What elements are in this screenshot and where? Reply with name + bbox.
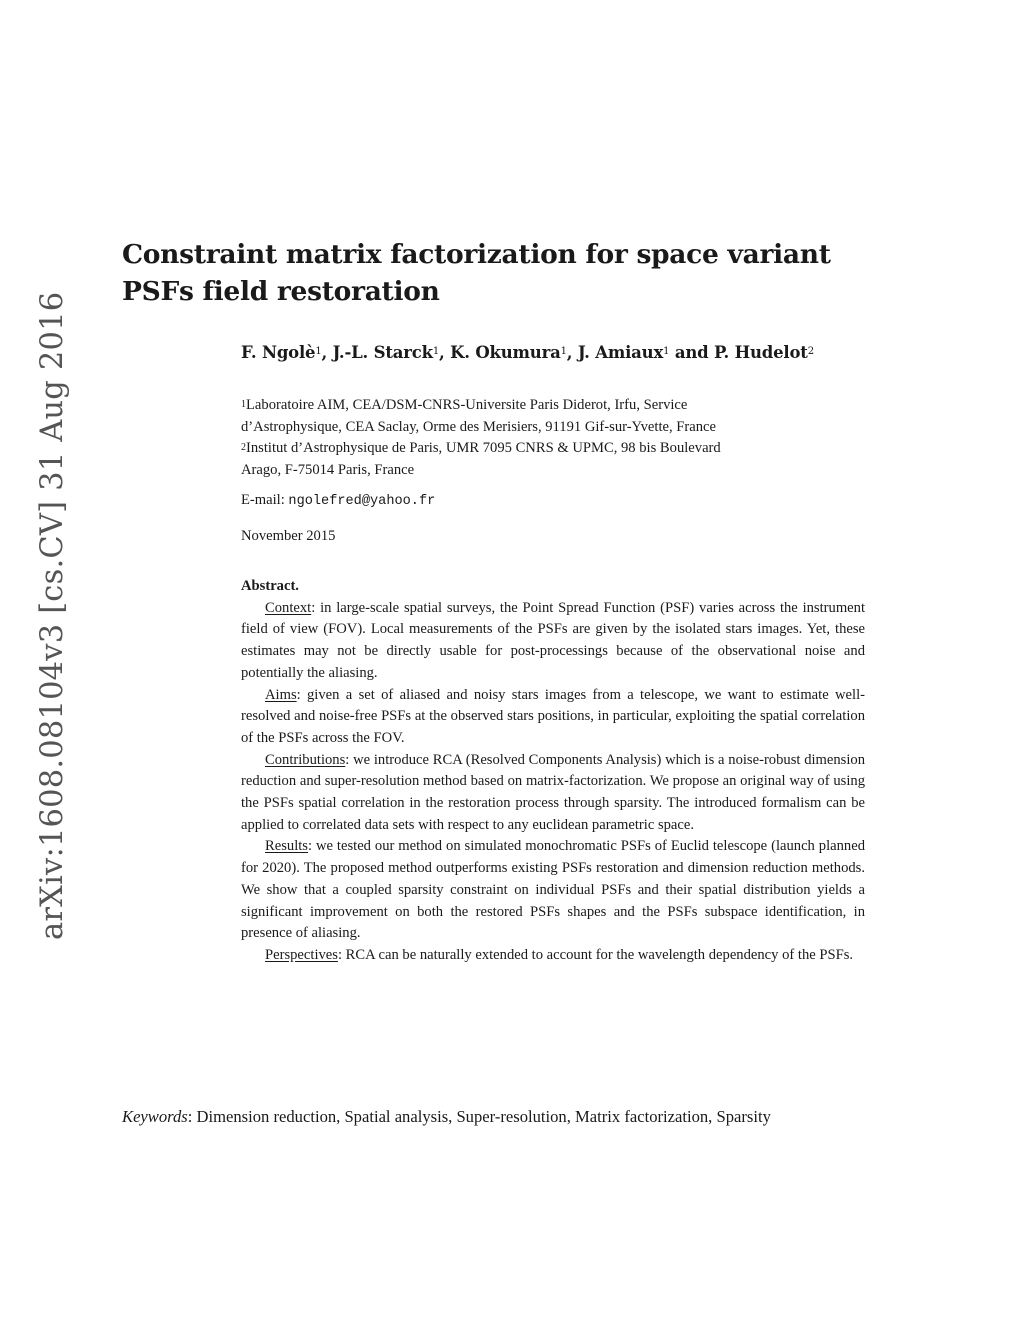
author-separator: , bbox=[321, 343, 333, 362]
affiliation-mark: 1 bbox=[663, 346, 670, 357]
author-separator: , bbox=[439, 343, 451, 362]
affiliation-mark: 1 bbox=[432, 346, 439, 357]
abstract-paragraph-perspectives bbox=[241, 945, 865, 967]
abstract-section bbox=[241, 576, 865, 967]
author-name: F. Ngolè bbox=[241, 343, 316, 362]
author-name: J. Amiaux bbox=[577, 343, 664, 362]
affiliation-mark: 1 bbox=[315, 346, 322, 357]
section-label: Contributions bbox=[265, 751, 346, 768]
affiliation-text: Institut d’Astrophysique de Paris, UMR 7095 CNRS & UPMC, 98 bis Boulevard bbox=[246, 440, 721, 456]
affiliation-mark: 2 bbox=[241, 442, 246, 453]
author-name: K. Okumura bbox=[450, 343, 561, 362]
email-label: E-mail: bbox=[241, 492, 289, 508]
author-separator: , bbox=[566, 343, 578, 362]
affiliation-line: Arago, F-75014 Paris, France bbox=[241, 461, 415, 478]
abstract-paragraph-contributions bbox=[241, 750, 865, 837]
affiliation-line bbox=[241, 395, 891, 417]
paragraph-text: : given a set of aliased and noisy stars images from a telescope, we want to estimate well-resolved and noise-free PSFs at the observed stars positions, in particular, exploiting the spatial correlation of the PSFs across the FOV. bbox=[241, 686, 865, 746]
keywords-text: : Dimension reduction, Spatial analysis, Super-resolution, Matrix factorization, Sparsity bbox=[187, 1107, 771, 1126]
publication-date: November 2015 bbox=[241, 528, 336, 544]
contact-email bbox=[241, 490, 435, 512]
section-label: Results bbox=[265, 838, 308, 855]
paragraph-text: : we tested our method on simulated monochromatic PSFs of Euclid telescope (launch planned for 2020). The proposed method outperforms existing PSFs restoration and dimension reduction methods. We show that a coupled sparsity constraint on individual PSFs and their spatial distribution yields a significant improvement on both the restored PSFs shapes and the PSFs subspace identification, in presence of aliasing. bbox=[241, 838, 865, 942]
abstract-paragraph-results bbox=[241, 836, 865, 945]
affiliation-line: d’Astrophysique, CEA Saclay, Orme des Merisiers, 91191 Gif-sur-Yvette, France bbox=[241, 418, 717, 435]
keywords-label: Keywords bbox=[122, 1107, 188, 1126]
paragraph-text: : RCA can be naturally extended to account for the wavelength dependency of the PSFs. bbox=[337, 946, 854, 963]
affiliation-line bbox=[241, 438, 891, 460]
affiliation-mark: 2 bbox=[807, 346, 814, 357]
title-line: PSFs field restoration bbox=[122, 276, 440, 307]
paper-title bbox=[122, 236, 882, 310]
paragraph-text: : we introduce RCA (Resolved Components Analysis) which is a noise-robust dimension reduction and super-resolution method based on matrix-factorization. We propose an original way of using the PSFs spatial correlation in the restoration process through sparsity. The introduced formalism can be applied to correlated data sets with respect to any euclidean parametric space. bbox=[241, 751, 865, 833]
affiliations bbox=[241, 395, 891, 481]
abstract-heading: Abstract. bbox=[241, 578, 299, 594]
author-separator: and bbox=[669, 343, 715, 362]
author-list bbox=[241, 340, 881, 365]
section-label: Perspectives bbox=[265, 946, 338, 963]
keywords bbox=[122, 1104, 865, 1130]
arxiv-identifier-stamp: arXiv:1608.08104v3 [cs.CV] 31 Aug 2016 bbox=[35, 291, 70, 940]
paragraph-text: : in large-scale spatial surveys, the Point Spread Function (PSF) varies across the instrument field of view (FOV). Local measurements of the PSFs are given by the isolated stars images. Yet, these estimates may not be directly usable for post-processings because of the observational noise and potentially the aliasing. bbox=[241, 599, 865, 681]
title-line: Constraint matrix factorization for space variant bbox=[122, 239, 831, 270]
abstract-paragraph-context bbox=[241, 598, 865, 685]
affiliation-text: Laboratoire AIM, CEA/DSM-CNRS-Universite Paris Diderot, Irfu, Service bbox=[246, 397, 688, 413]
author-name: J.-L. Starck bbox=[332, 343, 433, 362]
section-label: Aims bbox=[265, 686, 297, 703]
affiliation-mark: 1 bbox=[560, 346, 567, 357]
email-address[interactable]: ngolefred@yahoo.fr bbox=[288, 494, 436, 509]
affiliation-mark: 1 bbox=[241, 399, 246, 410]
section-label: Context bbox=[265, 599, 312, 616]
abstract-paragraph-aims bbox=[241, 685, 865, 750]
author-name: P. Hudelot bbox=[714, 343, 808, 362]
